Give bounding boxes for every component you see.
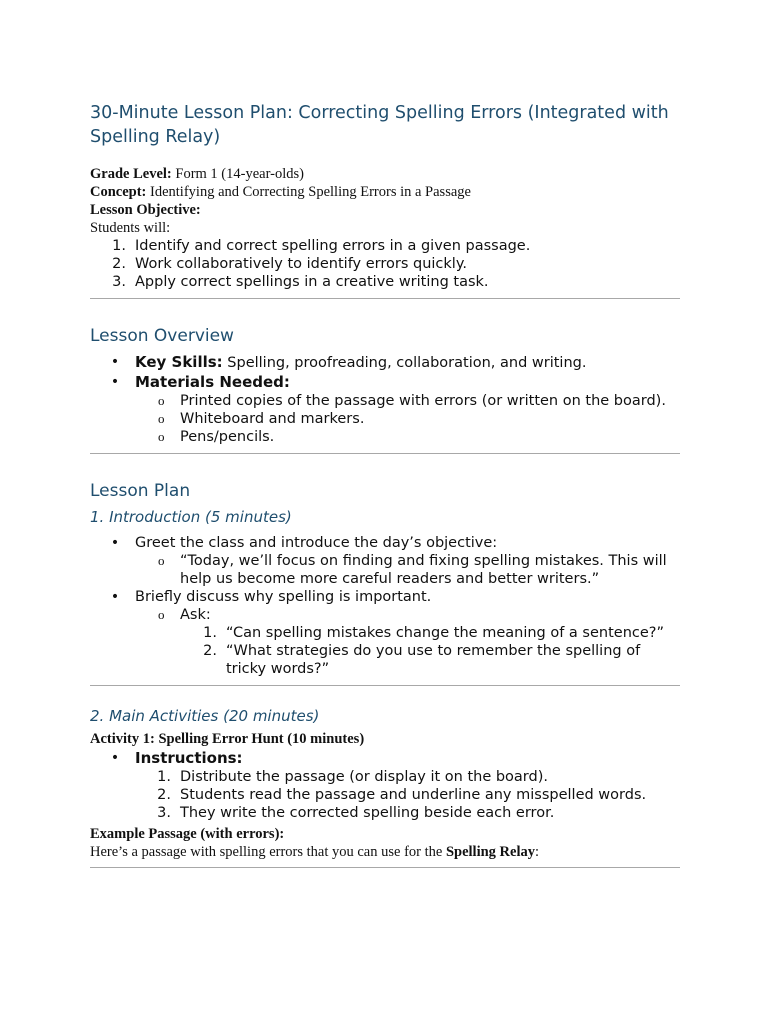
divider: [90, 867, 680, 868]
list-item: 3. They write the corrected spelling beside each error.: [157, 805, 555, 821]
section-heading-plan: Lesson Plan: [90, 481, 191, 501]
list-item: o Printed copies of the passage with errors (or written on the board).: [158, 393, 666, 409]
document-page: [90, 101, 680, 868]
example-passage-label: Example Passage (with errors):: [90, 826, 285, 842]
list-item: o “Today, we’ll focus on finding and fixing spelling mistakes. This will help us become more careful readers and better writers.”: [158, 553, 667, 587]
section-heading-overview: Lesson Overview: [90, 326, 234, 346]
objectives-list: [90, 237, 680, 291]
objective-label: Lesson Objective:: [90, 202, 201, 218]
overview-list: [90, 353, 680, 446]
materials-label: Materials Needed:: [135, 373, 290, 391]
list-item: 1. “Can spelling mistakes change the meaning of a sentence?”: [203, 625, 664, 641]
list-item: o Whiteboard and markers.: [158, 411, 365, 427]
list-item: • Instructions:: [90, 748, 680, 768]
concept-label: Concept:: [90, 184, 147, 200]
concept-line: [90, 183, 680, 201]
grade-level-line: [90, 165, 680, 183]
list-item: • Greet the class and introduce the day’s objective:: [110, 535, 498, 551]
list-item: 2. “What strategies do you use to remember the spelling of tricky words?”: [203, 643, 641, 677]
list-item: o Ask:: [158, 607, 211, 623]
list-item: 3. Apply correct spellings in a creative writing task.: [112, 274, 489, 290]
main-activities-heading: 2. Main Activities (20 minutes): [90, 707, 320, 725]
list-item: o Pens/pencils.: [158, 429, 275, 445]
grade-level-value: Form 1 (14-year-olds): [171, 166, 304, 182]
key-skills-label: Key Skills:: [135, 353, 223, 371]
spelling-relay-term: Spelling Relay: [445, 844, 535, 860]
example-passage-intro: Here’s a passage with spelling errors that you can use for the Spelling Relay:: [90, 844, 540, 860]
list-item: 2. Work collaboratively to identify errors quickly.: [112, 256, 467, 272]
list-item: • Key Skills: Spelling, proofreading, collaboration, and writing.: [110, 353, 587, 371]
grade-level-label: Grade Level:: [90, 166, 172, 182]
objective-heading: [90, 201, 680, 219]
activity-1-heading: Activity 1: Spelling Error Hunt (10 minutes): [90, 731, 365, 747]
list-item: 1. Distribute the passage (or display it on the board).: [157, 769, 548, 785]
concept-value: Identifying and Correcting Spelling Errors in a Passage: [146, 184, 471, 200]
instructions-label: Instructions:: [135, 749, 243, 767]
intro-list: [90, 534, 680, 678]
list-item: 1. Identify and correct spelling errors in a given passage.: [112, 238, 531, 254]
instructions-list: [90, 748, 680, 768]
instructions-steps: [90, 768, 680, 822]
intro-heading: 1. Introduction (5 minutes): [90, 508, 292, 526]
page-title: 30-Minute Lesson Plan: Correcting Spelling Errors (Integrated with Spelling Relay): [90, 103, 669, 147]
students-will: Students will:: [90, 220, 171, 236]
list-item: • Materials Needed:: [90, 373, 680, 392]
list-item: 2. Students read the passage and underline any misspelled words.: [157, 787, 647, 803]
key-skills-value: Spelling, proofreading, collaboration, and writing.: [222, 355, 587, 371]
list-item: • Briefly discuss why spelling is important.: [110, 589, 432, 605]
